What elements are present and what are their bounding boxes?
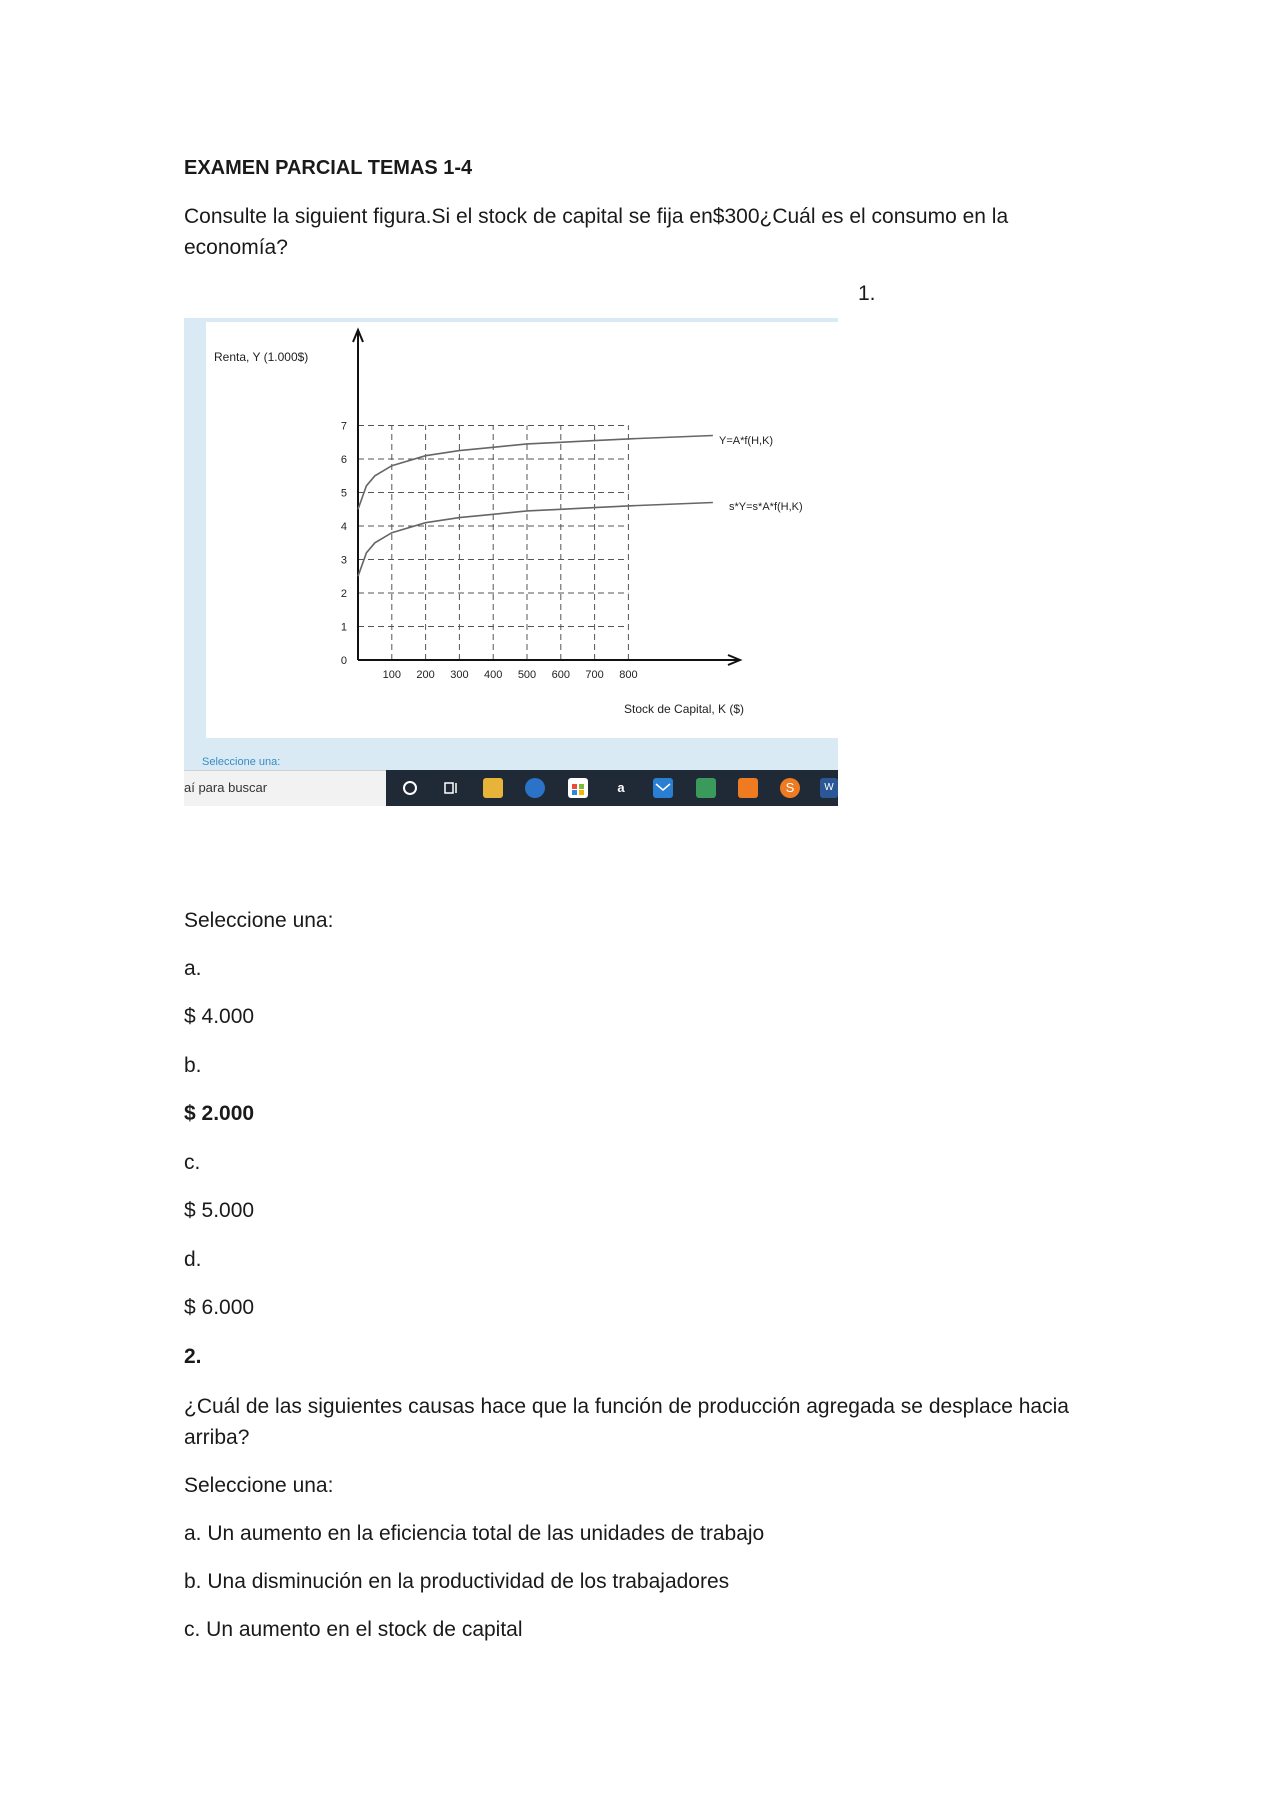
x-tick-label: 500	[517, 669, 537, 681]
figure-select-label: Seleccione una:	[202, 756, 281, 768]
y-tick-label: 3	[340, 554, 347, 567]
y-tick-label: 0	[340, 655, 347, 667]
x-tick-label: 800	[619, 669, 638, 681]
store-icon[interactable]	[568, 778, 588, 798]
amazon-icon[interactable]: a	[617, 780, 625, 795]
y-tick-label: 5	[340, 487, 347, 500]
q1-prompt: Seleccione una:	[184, 909, 334, 932]
question-2-text: ¿Cuál de las siguientes causas hace que la función de producción agregada se desplace hacia arriba?	[184, 1395, 1069, 1449]
windows-taskbar	[184, 770, 838, 806]
avast-icon[interactable]	[738, 778, 758, 798]
edge-icon[interactable]	[525, 778, 545, 798]
series-line-1	[358, 503, 713, 577]
y-tick-label: 2	[340, 588, 347, 600]
word-icon[interactable]: W	[820, 778, 838, 798]
taskbar-search-text: aí para buscar	[184, 780, 268, 795]
x-tick-label: 600	[551, 669, 570, 681]
q2-prompt: Seleccione una:	[184, 1474, 334, 1497]
series-line-0	[358, 436, 713, 510]
production-function-chart	[184, 318, 838, 770]
q1-option-c-value[interactable]: $ 5.000	[184, 1199, 255, 1222]
y-tick-label: 4	[340, 521, 347, 533]
exam-title: EXAMEN PARCIAL TEMAS 1-4	[184, 157, 473, 179]
question-1-number: 1.	[858, 282, 876, 305]
q1-option-a-value[interactable]: $ 4.000	[184, 1005, 255, 1028]
q1-option-b-letter: b.	[184, 1054, 202, 1077]
skype-icon[interactable]: S	[780, 778, 800, 798]
x-tick-label: 100	[382, 669, 401, 681]
task-view-icon[interactable]	[442, 778, 462, 798]
series-label-0: Y=A*f(H,K)	[719, 435, 774, 447]
y-tick-label: 1	[340, 621, 347, 634]
q2-option-a[interactable]: a. Un aumento en la eficiencia total de las unidades de trabajo	[184, 1522, 765, 1545]
x-axis-label: Stock de Capital, K ($)	[624, 702, 745, 716]
q2-option-c[interactable]: c. Un aumento en el stock de capital	[184, 1618, 523, 1641]
file-explorer-icon[interactable]	[483, 778, 503, 798]
taskbar-icons	[386, 770, 838, 806]
question-1-text: Consulte la siguient figura.Si el stock de capital se fija en$300¿Cuál es el consumo en la economía?	[184, 205, 1009, 259]
question-2-number: 2.	[184, 1345, 202, 1368]
mail-icon[interactable]	[653, 778, 673, 798]
x-tick-label: 300	[450, 669, 469, 681]
series-label-1: s*Y=s*A*f(H,K)	[729, 501, 803, 513]
q1-option-b-value[interactable]: $ 2.000	[184, 1102, 255, 1125]
chart-screenshot	[184, 318, 838, 806]
y-tick-label: 7	[340, 420, 347, 433]
tripadvisor-icon[interactable]	[696, 778, 716, 798]
y-tick-label: 6	[340, 454, 347, 466]
cortana-icon[interactable]	[400, 778, 420, 798]
q1-option-d-letter: d.	[184, 1248, 202, 1271]
q1-option-a-letter: a.	[184, 957, 202, 980]
q1-option-d-value[interactable]: $ 6.000	[184, 1296, 255, 1319]
y-axis-label: Renta, Y (1.000$)	[214, 350, 309, 364]
x-tick-label: 200	[416, 669, 435, 681]
x-tick-label: 400	[484, 669, 503, 681]
q1-option-c-letter: c.	[184, 1151, 201, 1174]
q2-option-b[interactable]: b. Una disminución en la productividad de los trabajadores	[184, 1570, 730, 1593]
taskbar-search-box[interactable]	[184, 770, 386, 806]
x-tick-label: 700	[585, 669, 604, 681]
